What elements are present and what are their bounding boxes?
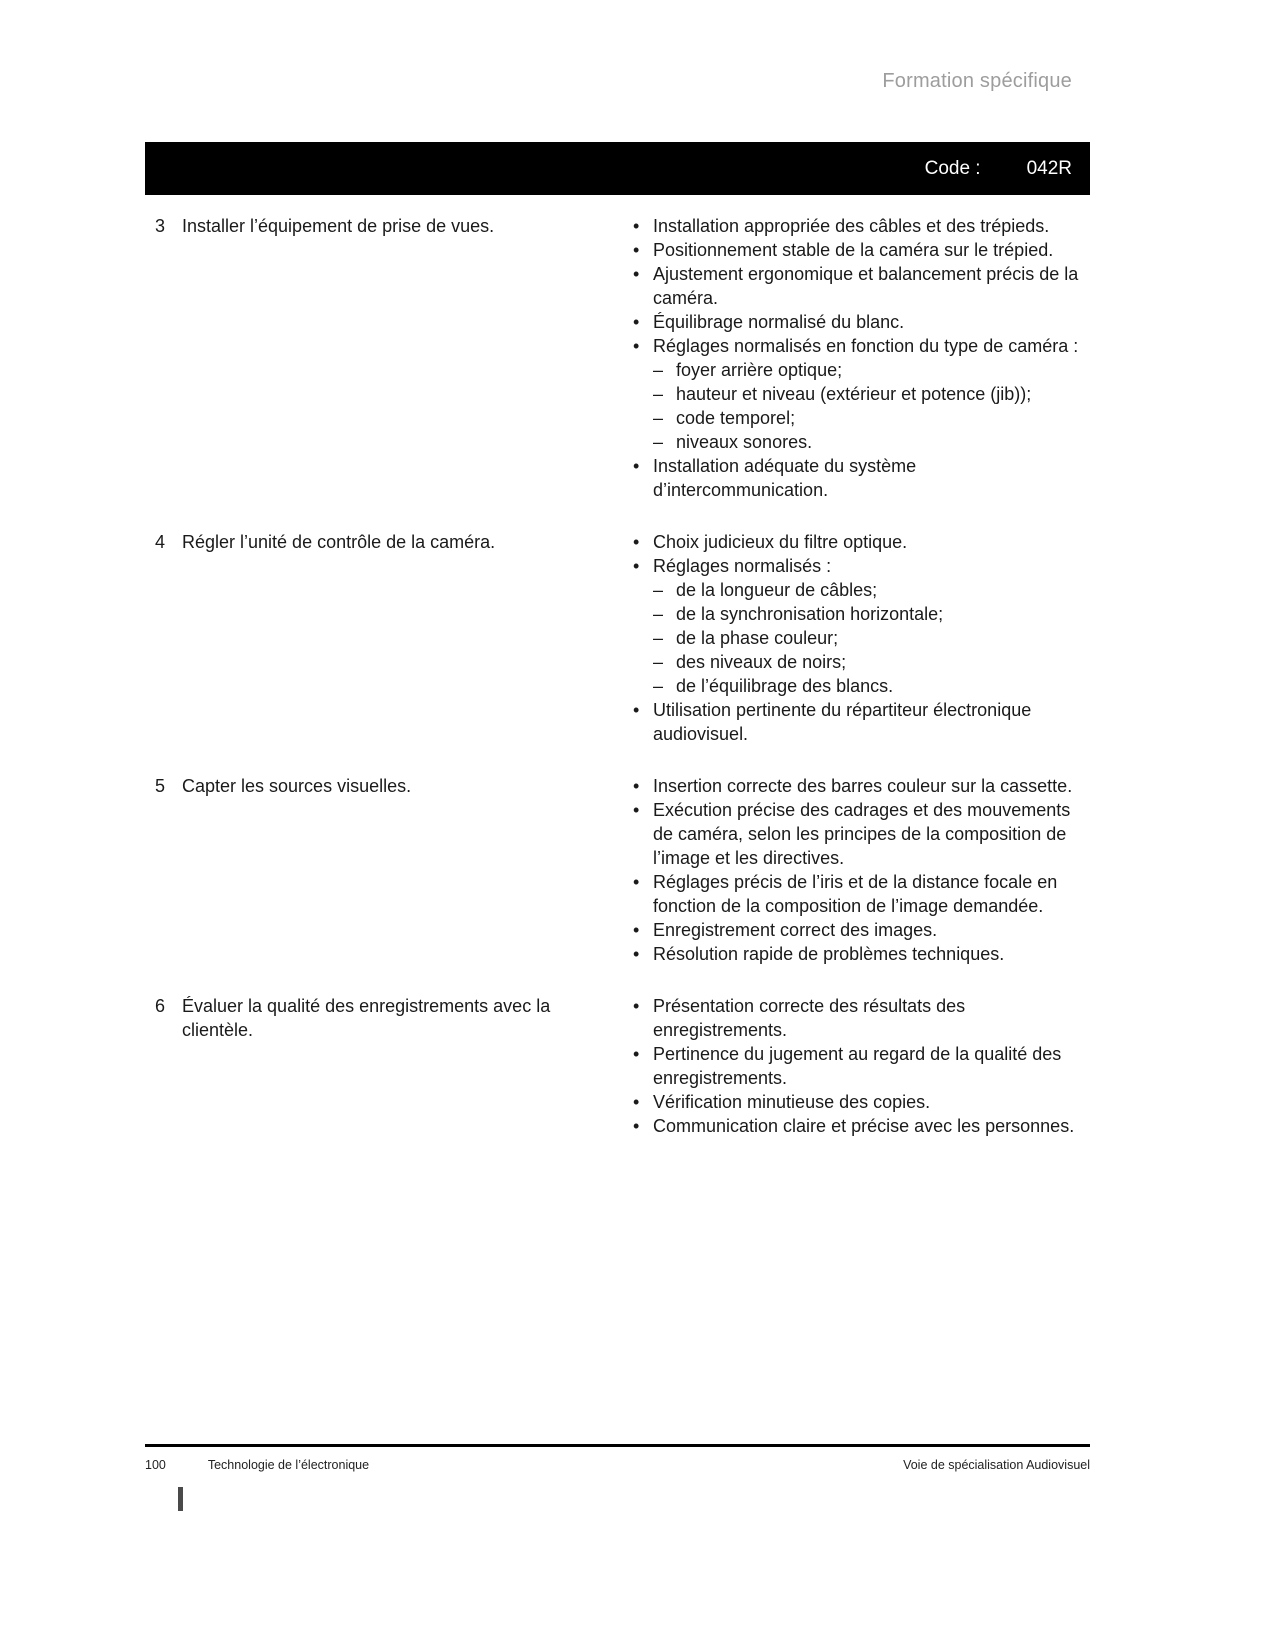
task-text: Régler l’unité de contrôle de la caméra. [182, 532, 496, 552]
criteria-cell [632, 994, 1090, 1138]
competency-row [145, 214, 1090, 502]
sub-criterion: – de la phase couleur; [653, 626, 1090, 650]
sub-criterion: – de la longueur de câbles; [653, 578, 1090, 602]
sub-criterion: – des niveaux de noirs; [653, 650, 1090, 674]
criteria-cell [632, 214, 1090, 502]
step-number: 5 [155, 776, 166, 796]
sub-criterion: – hauteur et niveau (extérieur et potence (jib)); [653, 382, 1090, 406]
criterion [632, 870, 1090, 918]
criteria-list [632, 530, 1090, 746]
criterion-text: Équilibrage normalisé du blanc. [653, 312, 905, 332]
criterion [632, 310, 1090, 334]
competency-row [145, 994, 1090, 1138]
sub-criterion: – de l’équilibrage des blancs. [653, 674, 1090, 698]
criterion-text: Enregistrement correct des images. [653, 920, 938, 940]
criteria-list [632, 774, 1090, 966]
criterion-text: Réglages normalisés : [653, 556, 832, 576]
criteria-list [632, 214, 1090, 502]
section-label: Formation spécifique [882, 70, 1072, 92]
criterion [632, 1114, 1090, 1138]
criterion-text: Positionnement stable de la caméra sur le trépied. [653, 240, 1054, 260]
criterion-text: Réglages normalisés en fonction du type de caméra : [653, 336, 1079, 356]
criterion [632, 994, 1090, 1042]
criterion [632, 262, 1090, 310]
criterion-text: Insertion correcte des barres couleur sur la cassette. [653, 776, 1073, 796]
competency-row [145, 774, 1090, 966]
criterion-text: Utilisation pertinente du répartiteur électronique audiovisuel. [653, 700, 1032, 744]
criterion-text: Exécution précise des cadrages et des mouvements de caméra, selon les principes de la composition de l’image et les directives. [653, 800, 1071, 868]
task-text: Installer l’équipement de prise de vues. [182, 216, 495, 236]
criterion [632, 454, 1090, 502]
task-cell [145, 994, 632, 1042]
criteria-list [632, 994, 1090, 1138]
task-text: Évaluer la qualité des enregistrements avec la clientèle. [182, 996, 551, 1040]
criterion [632, 698, 1090, 746]
code-bar [145, 142, 1090, 195]
criterion-text: Choix judicieux du filtre optique. [653, 532, 908, 552]
criteria-cell [632, 530, 1090, 746]
step-number: 4 [155, 532, 166, 552]
criterion [632, 1042, 1090, 1090]
criterion [632, 554, 1090, 698]
criterion-text: Installation appropriée des câbles et des trépieds. [653, 216, 1050, 236]
criterion [632, 774, 1090, 798]
competency-table [145, 214, 1090, 1166]
sub-criterion: – de la synchronisation horizontale; [653, 602, 1090, 626]
footer-right-text: Voie de spécialisation Audiovisuel [903, 1458, 1090, 1472]
competency-row [145, 530, 1090, 746]
code-value: 042R [1026, 157, 1072, 179]
criterion [632, 942, 1090, 966]
code-label: Code : [924, 157, 981, 179]
footer-page-number: 100 [145, 1458, 166, 1472]
criterion-text: Ajustement ergonomique et balancement précis de la caméra. [653, 264, 1079, 308]
criterion [632, 530, 1090, 554]
cursor-mark [178, 1487, 183, 1511]
criterion-text: Résolution rapide de problèmes techniques. [653, 944, 1005, 964]
footer-rule [145, 1444, 1090, 1447]
sub-criterion: – code temporel; [653, 406, 1090, 430]
sub-criteria-list [653, 578, 1090, 698]
criterion [632, 238, 1090, 262]
criterion-text: Pertinence du jugement au regard de la qualité des enregistrements. [653, 1044, 1062, 1088]
criterion [632, 334, 1090, 454]
sub-criterion: – niveaux sonores. [653, 430, 1090, 454]
criterion-text: Vérification minutieuse des copies. [653, 1092, 931, 1112]
task-text: Capter les sources visuelles. [182, 776, 412, 796]
criterion [632, 214, 1090, 238]
task-cell [145, 214, 632, 238]
criterion-text: Réglages précis de l’iris et de la distance focale en fonction de la composition de l’image demandée. [653, 872, 1058, 916]
step-number: 6 [155, 996, 166, 1016]
footer-left-text: Technologie de l’électronique [207, 1458, 370, 1472]
criterion [632, 918, 1090, 942]
criteria-cell [632, 774, 1090, 966]
sub-criteria-list [653, 358, 1090, 454]
criterion [632, 798, 1090, 870]
criterion-text: Communication claire et précise avec les personnes. [653, 1116, 1075, 1136]
task-cell [145, 530, 632, 554]
criterion [632, 1090, 1090, 1114]
step-number: 3 [155, 216, 166, 236]
footer [145, 1458, 1090, 1472]
sub-criterion: – foyer arrière optique; [653, 358, 1090, 382]
criterion-text: Présentation correcte des résultats des enregistrements. [653, 996, 966, 1040]
task-cell [145, 774, 632, 798]
criterion-text: Installation adéquate du système d’intercommunication. [653, 456, 917, 500]
